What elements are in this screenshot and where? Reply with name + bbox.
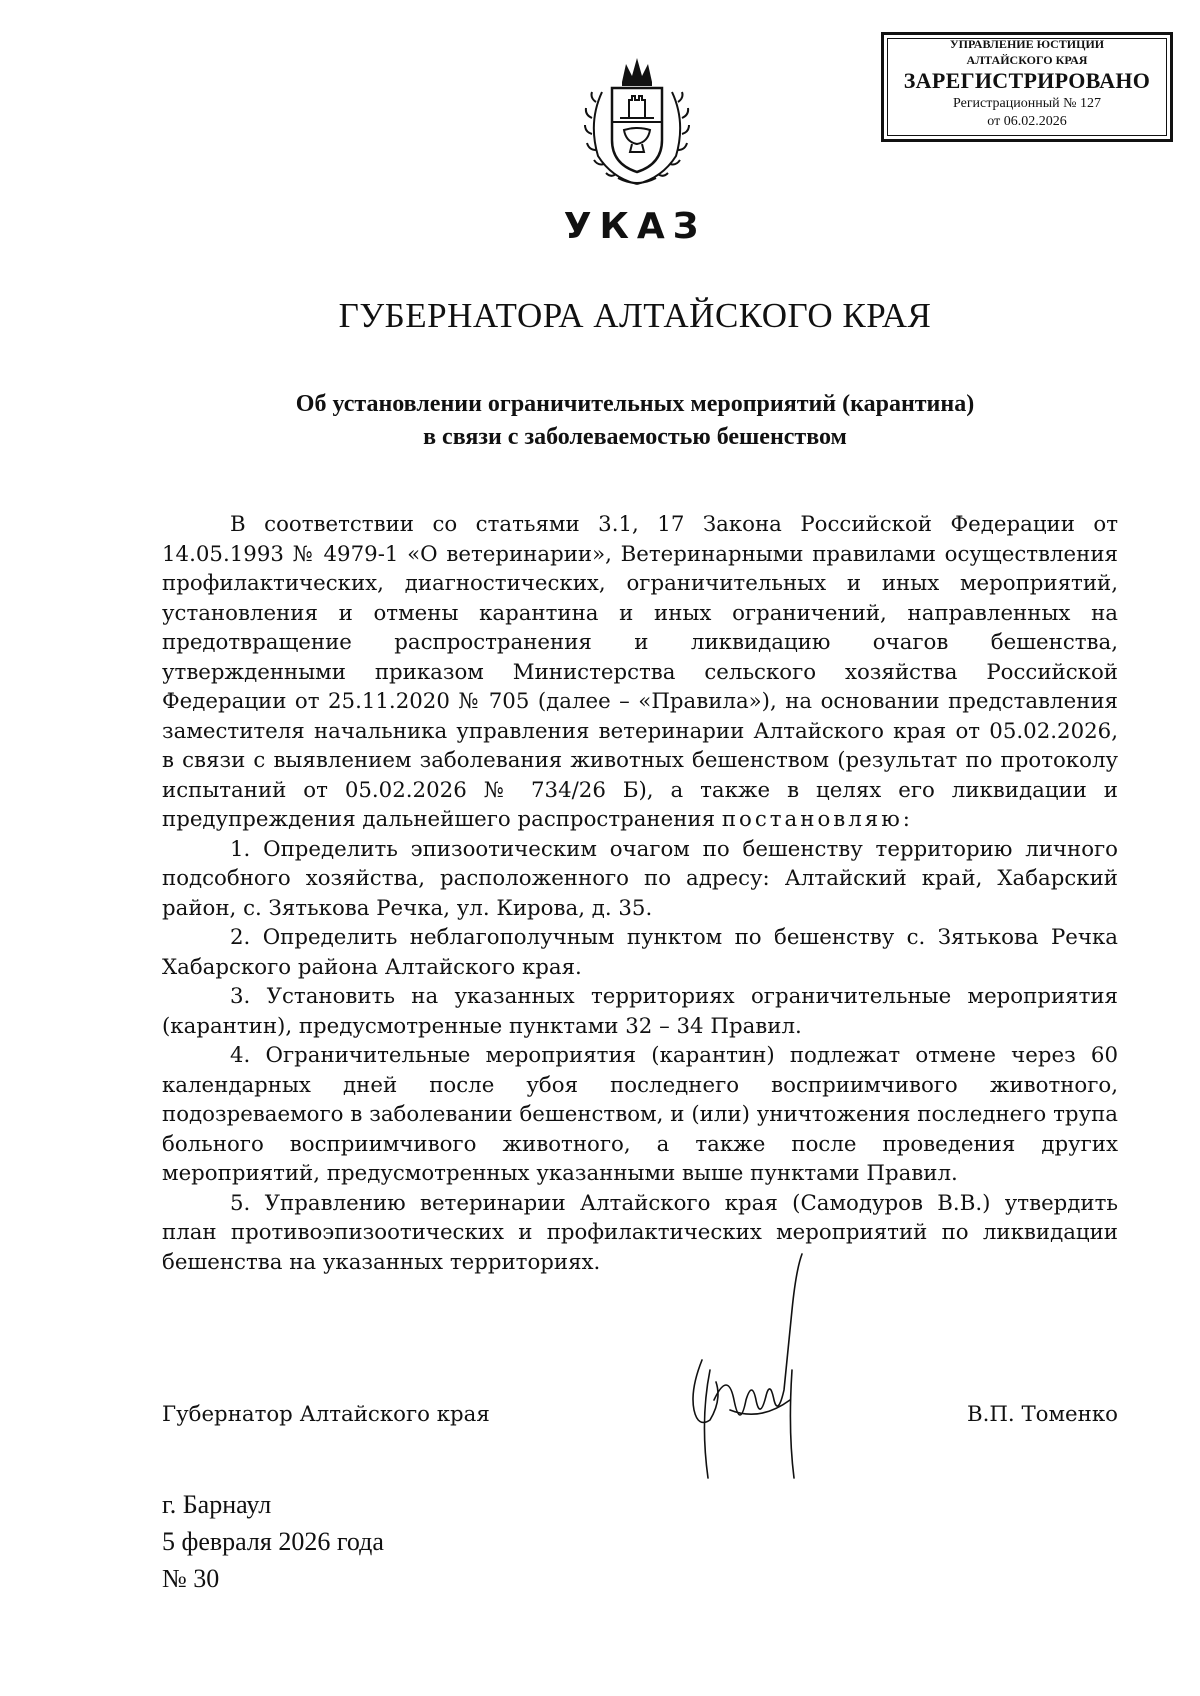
stamp-registration-number: Регистрационный № 127 [953, 96, 1101, 111]
resolve-colon: : [902, 807, 910, 832]
coat-of-arms-icon [582, 52, 692, 192]
signatory-role: Губернатор Алтайского края [162, 1402, 490, 1427]
decree-body [162, 510, 1118, 1277]
decree-item-4: 4. Ограничительные мероприятия (карантин) подлежат отмене через 60 календарных дней после убоя последнего восприимчивого животного, подозреваемого в заболевании бешенством, и (или) уничтожения последнего трупа больного восприимчивого животного, а также после проведения других мероприятий, предусмотренных указанными выше пунктами Правил. [162, 1043, 1118, 1186]
stamp-organization-line-2: АЛТАЙСКОГО КРАЯ [966, 53, 1088, 67]
issuer-heading: ГУБЕРНАТОРА АЛТАЙСКОГО КРАЯ [338, 296, 932, 335]
decree-number: № 30 [162, 1564, 220, 1593]
decree-item-3: 3. Установить на указанных территориях ограничительные мероприятия (карантин), предусмотренные пунктами 32 – 34 Правил. [162, 984, 1118, 1039]
decree-item-5: 5. Управлению ветеринарии Алтайского края (Самодуров В.В.) утвердить план противоэпизоотических и профилактических мероприятий по ликвидации бешенства на указанных территориях. [162, 1190, 1118, 1275]
place-date-number [162, 1486, 384, 1597]
city: г. Барнаул [162, 1490, 272, 1519]
stamp-border [887, 38, 1167, 136]
stamp-status: ЗАРЕГИСТРИРОВАНО [903, 68, 1151, 93]
decree-date: 5 февраля 2026 года [162, 1527, 384, 1556]
handwritten-signature [670, 1250, 870, 1480]
stamp-registration-date: от 06.02.2026 [987, 114, 1067, 129]
stamp-organization-line-1: УПРАВЛЕНИЕ ЮСТИЦИИ [949, 37, 1105, 51]
preamble-paragraph [162, 510, 1118, 835]
decree-item-2: 2. Определить неблагополучным пунктом по бешенству с. Зятькова Речка Хабарского района Алтайского края. [162, 925, 1118, 980]
document-title [0, 388, 1200, 454]
document-type-heading: УКАЗ [563, 206, 707, 247]
document-title-line-2: в связи с заболеваемостью бешенством [423, 424, 847, 450]
preamble-text: В соответствии со статьями 3.1, 17 Закона Российской Федерации от 14.05.1993 № 4979-1 «О ветеринарии», Ветеринарными правилами осуществления профилактических, диагностических, ограничительных и иных мероприятий, установления и отмены карантина и иных ограничений, направленных на предотвращение распространения и ликвидацию очагов бешенства, утвержденными приказом Министерства сельского хозяйства Российской Федерации от 25.11.2020 № 705 (далее – «Правила»), на основании представления заместителя начальника управления ветеринарии Алтайского края от 05.02.2026, в связи с выявлением заболевания животных бешенством (результат по протоколу испытаний от 05.02.2026 № 734/26 Б), а также в целях его ликвидации и предупреждения дальнейшего распространения [162, 512, 1118, 832]
document-title-line-1: Об установлении ограничительных мероприятий (карантина) [295, 391, 975, 417]
decree-item-1: 1. Определить эпизоотическим очагом по бешенству территорию личного подсобного хозяйства, расположенного по адресу: Алтайский край, Хабарский район, с. Зятькова Речка, ул. Кирова, д. 35. [162, 836, 1118, 921]
resolve-word: постановляю [721, 807, 903, 832]
signatory-name: В.П. Томенко [966, 1402, 1118, 1427]
registration-stamp [881, 32, 1173, 142]
